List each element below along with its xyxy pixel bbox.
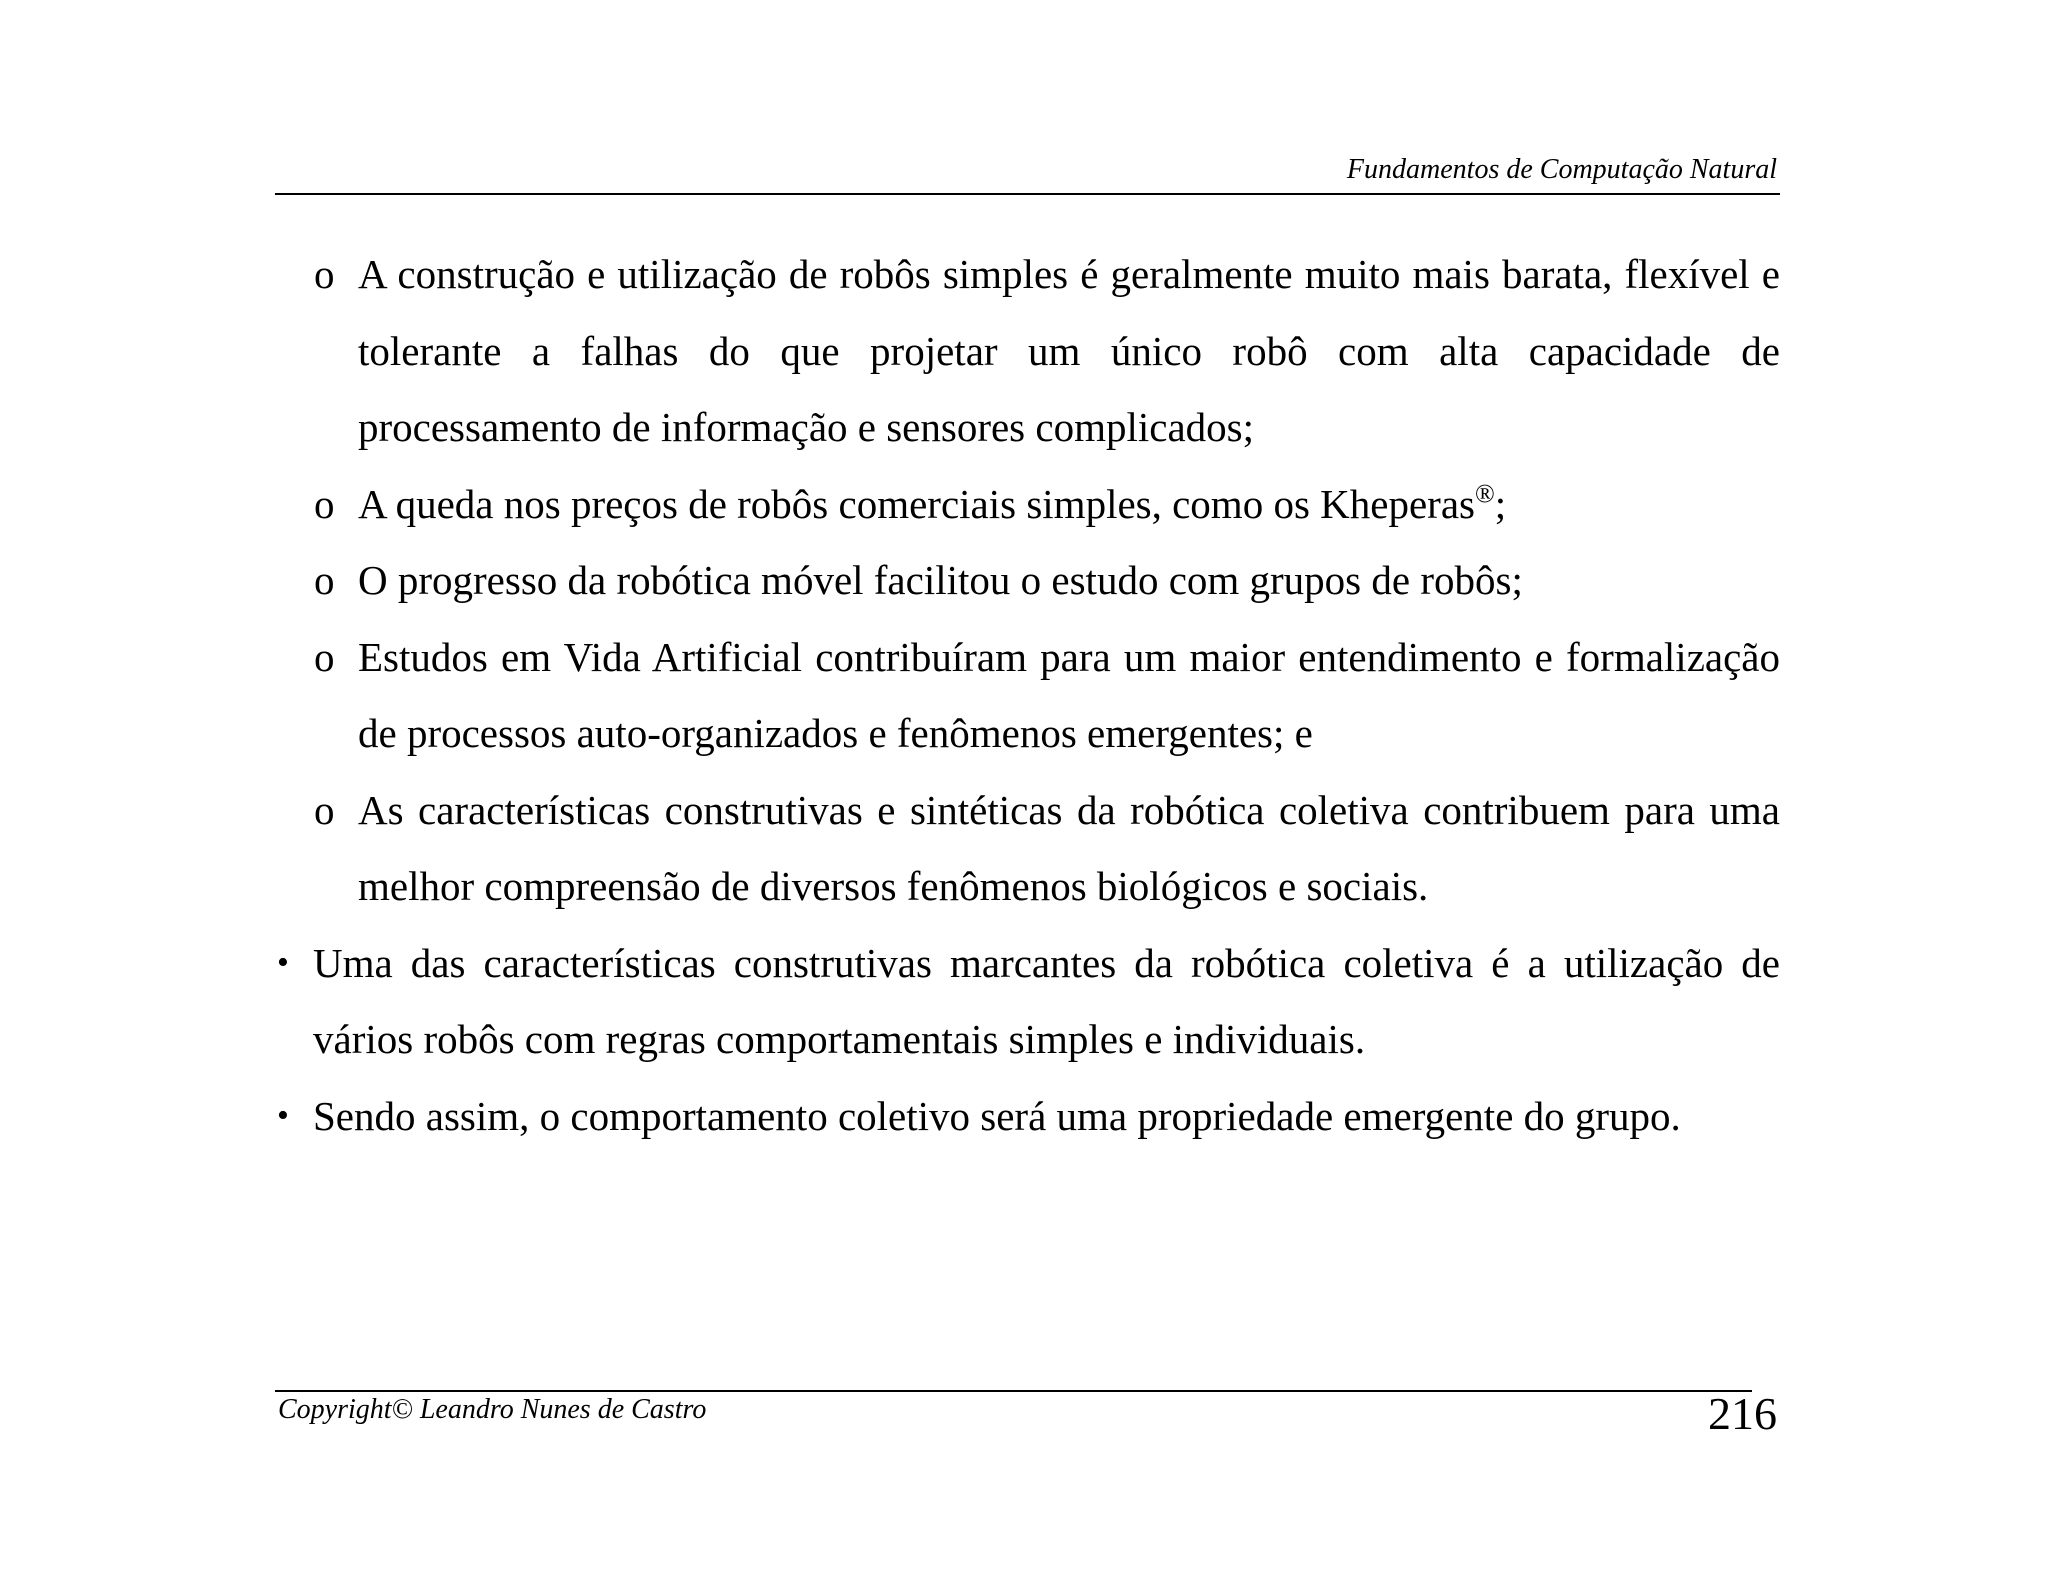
sub-bullet-text: A queda nos preços de robôs comerciais simples, como os Kheperas — [358, 480, 1475, 527]
sub-bullet-text: A construção e utilização de robôs simples é geralmente muito mais barata, flexível e tolerante a falhas do que projetar um único robô com alta capacidade de processamento de informação e sensores complicados; — [358, 251, 1780, 450]
sub-bullet-item — [275, 236, 1780, 466]
hollow-bullet-icon: o — [314, 480, 335, 527]
sub-bullet-text: O progresso da robótica móvel facilitou o estudo com grupos de robôs; — [358, 557, 1523, 603]
solid-bullet-icon: • — [277, 1096, 289, 1134]
sub-bullet-text: Estudos em Vida Artificial contribuíram para um maior entendimento e formalização de processos auto-organizados e fenômenos emergentes; e — [358, 633, 1780, 756]
footer-rule — [275, 1390, 1752, 1392]
hollow-bullet-icon: o — [314, 633, 335, 680]
header-rule — [275, 193, 1780, 195]
bullet-text: Sendo assim, o comportamento coletivo será uma propriedade emergente do grupo. — [313, 1092, 1681, 1139]
sub-bullet-item — [275, 466, 1780, 543]
running-header-title: Fundamentos de Computação Natural — [1346, 154, 1777, 185]
page-number: 216 — [1708, 1388, 1777, 1439]
sub-bullet-item — [275, 619, 1780, 772]
sub-bullet-text: As características construtivas e sintéticas da robótica coletiva contribuem para uma melhor compreensão de diversos fenômenos biológicos e sociais. — [358, 786, 1780, 909]
bullet-item — [275, 925, 1780, 1078]
footer-copyright: Copyright© Leandro Nunes de Castro — [278, 1394, 707, 1425]
page-content — [275, 236, 1780, 1154]
hollow-bullet-icon: o — [314, 786, 335, 833]
hollow-bullet-icon: o — [314, 557, 335, 603]
sub-bullet-item — [275, 772, 1780, 925]
registered-mark: ® — [1474, 478, 1495, 508]
sub-bullet-item — [275, 542, 1780, 619]
sub-bullet-text-end: ; — [1494, 480, 1507, 527]
bullet-item — [275, 1078, 1780, 1155]
bullet-text: Uma das características construtivas marcantes da robótica coletiva é a utilização de vários robôs com regras comportamentais simples e individuais. — [313, 939, 1780, 1062]
hollow-bullet-icon: o — [314, 251, 335, 297]
solid-bullet-icon: • — [277, 943, 289, 981]
